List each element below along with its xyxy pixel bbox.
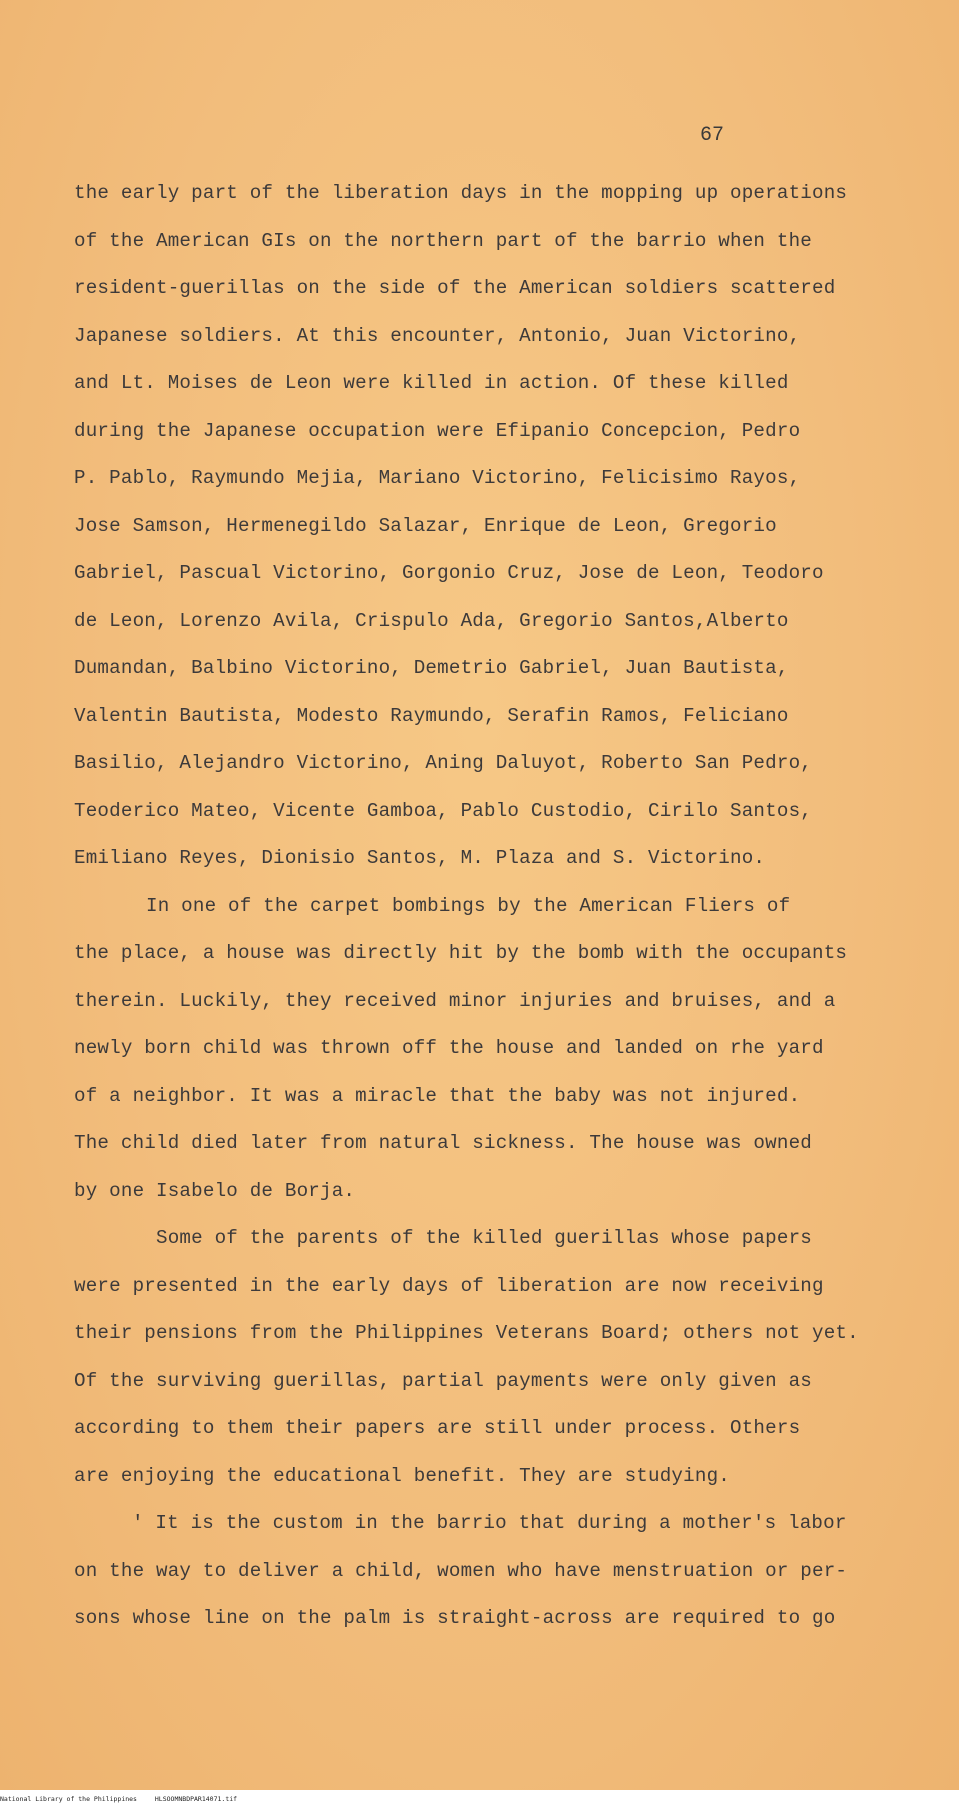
text-line: the place, a house was directly hit by the bomb with the occupants bbox=[74, 942, 848, 964]
text-line: Jose Samson, Hermenegildo Salazar, Enrique de Leon, Gregorio bbox=[74, 514, 777, 537]
text-line: sons whose line on the palm is straight-across are required to go bbox=[74, 1607, 836, 1629]
text-line: P. Pablo, Raymundo Mejia, Mariano Victorino, Felicisimo Rayos, bbox=[74, 467, 801, 489]
footer-library: National Library of the Philippines bbox=[0, 1795, 137, 1803]
text-line: Emiliano Reyes, Dionisio Santos, M. Plaza and S. Victorino. bbox=[74, 847, 766, 869]
text-line: Teoderico Mateo, Vicente Gamboa, Pablo Custodio, Cirilo Santos, bbox=[74, 799, 813, 822]
text-line: Of the surviving guerillas, partial payments were only given as bbox=[74, 1369, 813, 1392]
paragraph-bombing bbox=[74, 883, 894, 1216]
text-line: of a neighbor. It was a miracle that the baby was not injured. bbox=[74, 1084, 801, 1107]
text-line: their pensions from the Philippines Veterans Board; others not yet. bbox=[74, 1322, 859, 1344]
paragraph-custom bbox=[74, 1500, 894, 1643]
text-line: of the American GIs on the northern part of the barrio when the bbox=[74, 229, 813, 252]
text-line: therein. Luckily, they received minor injuries and bruises, and a bbox=[74, 989, 836, 1012]
text-line: de Leon, Lorenzo Avila, Crispulo Ada, Gregorio Santos,Alberto bbox=[74, 609, 789, 632]
text-line: were presented in the early days of liberation are now receiving bbox=[74, 1274, 824, 1297]
text-line: are enjoying the educational benefit. They are studying. bbox=[74, 1464, 731, 1487]
page-number: 67 bbox=[700, 124, 725, 147]
text-line: Dumandan, Balbino Victorino, Demetrio Gabriel, Juan Bautista, bbox=[74, 657, 789, 679]
paragraph-casualties bbox=[74, 170, 894, 883]
text-line: Japanese soldiers. At this encounter, Antonio, Juan Victorino, bbox=[74, 324, 801, 347]
text-line: In one of the carpet bombings by the American Fliers of bbox=[146, 894, 791, 917]
paragraph-pensions bbox=[74, 1215, 894, 1500]
text-line: on the way to deliver a child, women who have menstruation or per- bbox=[74, 1559, 848, 1582]
text-line: the early part of the liberation days in the mopping up operations bbox=[74, 182, 848, 204]
footer-filename: HLSOOMNBDPAR14071.tif bbox=[154, 1795, 238, 1803]
text-line: during the Japanese occupation were Efipanio Concepcion, Pedro bbox=[74, 419, 801, 442]
scan-footer bbox=[0, 1790, 959, 1808]
text-line: according to them their papers are still under process. Others bbox=[74, 1417, 801, 1439]
document-body bbox=[74, 170, 894, 1643]
text-line: newly born child was thrown off the house and landed on rhe yard bbox=[74, 1037, 824, 1059]
text-line: and Lt. Moises de Leon were killed in action. Of these killed bbox=[74, 372, 789, 394]
text-line: Basilio, Alejandro Victorino, Aning Daluyot, Roberto San Pedro, bbox=[74, 752, 813, 774]
text-line: by one Isabelo de Borja. bbox=[74, 1179, 356, 1202]
text-line: resident-guerillas on the side of the American soldiers scattered bbox=[74, 277, 836, 299]
text-line: The child died later from natural sickness. The house was owned bbox=[74, 1132, 813, 1154]
text-line: Some of the parents of the killed guerillas whose papers bbox=[156, 1227, 813, 1249]
text-line: Gabriel, Pascual Victorino, Gorgonio Cruz, Jose de Leon, Teodoro bbox=[74, 562, 824, 584]
text-line: Valentin Bautista, Modesto Raymundo, Serafin Ramos, Feliciano bbox=[74, 704, 789, 727]
text-line: ' It is the custom in the barrio that during a mother's labor bbox=[132, 1512, 847, 1534]
